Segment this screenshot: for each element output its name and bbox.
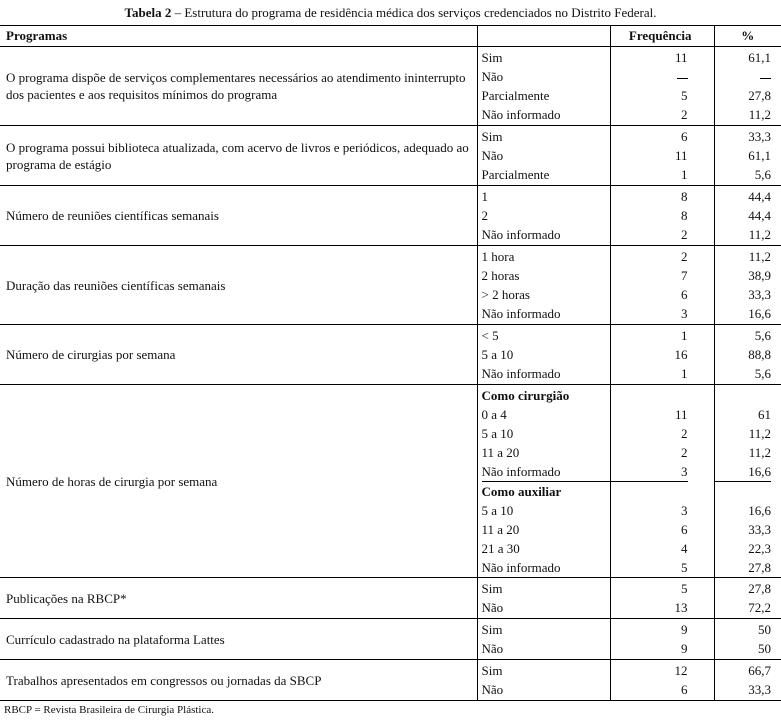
table-caption [0,2,781,24]
percent-value: 11,2 [748,227,771,242]
percent-value: 11,2 [748,445,771,460]
question-cell: Currículo cadastrado na plataforma Lattes [0,619,477,660]
option-label-cell [477,578,610,619]
table-caption-label: Tabela 2 [124,5,172,20]
table-header-row [0,26,781,47]
percent-value: 44,4 [748,189,771,204]
question-cell: Número de cirurgias por semana [0,325,477,385]
frequency-value [611,386,688,405]
percent-value-cell [714,578,781,619]
option-label: 2 horas [481,268,520,283]
option-label: 21 a 30 [481,541,520,556]
question-cell: Publicações na RBCP* [0,578,477,619]
percent-value-cell [714,246,781,325]
frequency-value: 12 [674,663,688,678]
frequency-value-cell [610,578,714,619]
header-frequencia: Frequência [610,26,714,47]
percent-value-cell [714,186,781,246]
option-label: 5 a 10 [481,426,514,441]
option-label-cell [477,186,610,246]
percent-value: 61 [758,407,771,422]
percent-value: 11,2 [748,426,771,441]
option-label: 1 hora [481,249,515,264]
frequency-value [611,67,688,86]
option-label: Parcialmente [481,88,550,103]
percent-value: 61,1 [748,50,771,65]
table-row [0,325,781,385]
option-label: Não informado [481,560,561,575]
table-row [0,47,781,126]
frequency-value: 3 [681,464,688,479]
option-label: Como cirurgião [481,388,570,403]
percent-value: 5,6 [754,167,771,182]
percent-value: 11,2 [748,107,771,122]
option-label: Não [481,148,504,163]
percent-value: 61,1 [748,148,771,163]
percent-value: 33,3 [748,129,771,144]
percent-value: 66,7 [748,663,771,678]
percent-value: 38,9 [748,268,771,283]
frequency-value: 7 [681,268,688,283]
frequency-value: 6 [681,682,688,697]
percent-value-cell [714,47,781,126]
frequency-value: 6 [681,129,688,144]
frequency-value: 2 [681,107,688,122]
option-label: < 5 [481,328,499,343]
option-label: Não informado [481,107,561,122]
table-body [0,47,781,701]
percent-value: 5,6 [754,328,771,343]
option-label: 1 [481,189,488,204]
percent-value-cell [714,619,781,660]
percent-value-cell [714,126,781,186]
option-label: Sim [481,663,503,678]
frequency-value: 8 [681,189,688,204]
percent-value: 27,8 [748,560,771,575]
question-cell: Número de reuniões científicas semanais [0,186,477,246]
question-cell: O programa dispõe de serviços complementares necessários ao atendimento ininterrupto dos pacientes e aos requisitos mínimos do programa [0,47,477,126]
option-label: Não [481,69,504,84]
table-row [0,246,781,325]
option-label: 5 a 10 [481,503,514,518]
table-caption-text: – Estrutura do programa de residência médica dos serviços credenciados no Distrito Federal. [171,5,657,20]
percent-value-cell [714,385,781,578]
percent-value: 11,2 [748,249,771,264]
frequency-value [611,481,688,501]
header-percent: % [714,26,781,47]
option-label: 2 [481,208,488,223]
percent-value: 88,8 [748,347,771,362]
dash-mark [677,67,688,79]
frequency-value: 4 [681,541,688,556]
question-cell: Trabalhos apresentados em congressos ou jornadas da SBCP [0,660,477,701]
frequency-value-cell [610,186,714,246]
frequency-value: 2 [681,445,688,460]
question-cell: O programa possui biblioteca atualizada, com acervo de livros e periódicos, adequado ao programa de estágio [0,126,477,186]
frequency-value-cell [610,325,714,385]
frequency-value-cell [610,246,714,325]
option-label: 11 a 20 [481,445,520,460]
percent-value: 50 [758,622,771,637]
percent-value: 16,6 [748,306,771,321]
frequency-value: 1 [681,328,688,343]
dash-mark [760,67,771,79]
frequency-value: 13 [674,600,688,615]
residency-program-table [0,25,781,701]
percent-value: 33,3 [748,522,771,537]
frequency-value: 5 [681,560,688,575]
option-label: Não informado [481,227,561,242]
percent-value: 50 [758,641,771,656]
option-label: Não [481,600,504,615]
percent-value: 16,6 [748,503,771,518]
percent-value: 16,6 [748,464,771,479]
percent-value: 22,3 [748,541,771,556]
table-row [0,578,781,619]
table-row [0,186,781,246]
header-options [477,26,610,47]
table-footnote: RBCP = Revista Brasileira de Cirurgia Plástica. [4,704,214,716]
header-programas: Programas [0,26,477,47]
percent-value [715,386,772,405]
option-label: 5 a 10 [481,347,514,362]
option-label-cell [477,325,610,385]
frequency-value: 16 [674,347,688,362]
option-label: Não informado [481,464,561,479]
frequency-value-cell [610,619,714,660]
frequency-value: 8 [681,208,688,223]
option-label: Como auxiliar [482,481,610,501]
percent-value-cell [714,325,781,385]
option-label: > 2 horas [481,287,530,302]
percent-value: 33,3 [748,287,771,302]
frequency-value: 5 [681,88,688,103]
frequency-value: 9 [681,622,688,637]
option-label: 0 a 4 [481,407,507,422]
option-label: Não [481,641,504,656]
percent-value: 33,3 [748,682,771,697]
percent-value: 27,8 [748,88,771,103]
frequency-value: 3 [681,503,688,518]
frequency-value: 2 [681,227,688,242]
frequency-value-cell [610,47,714,126]
option-label-cell [477,660,610,701]
percent-value: 44,4 [748,208,771,223]
frequency-value: 5 [681,581,688,596]
frequency-value: 2 [681,426,688,441]
option-label-cell [477,619,610,660]
option-label: 11 a 20 [481,522,520,537]
table-row [0,385,781,578]
percent-value [715,67,772,86]
option-label: Sim [481,622,503,637]
option-label: Parcialmente [481,167,550,182]
option-label-cell [477,246,610,325]
option-label-cell [477,126,610,186]
option-label-cell [477,47,610,126]
frequency-value-cell [610,385,714,578]
table-row [0,660,781,701]
table-row [0,126,781,186]
frequency-value: 1 [681,366,688,381]
frequency-value: 11 [674,148,688,163]
option-label: Não informado [481,366,561,381]
option-label: Não informado [481,306,561,321]
option-label-cell [477,385,610,578]
percent-value: 27,8 [748,581,771,596]
option-label: Sim [481,129,503,144]
question-cell: Número de horas de cirurgia por semana [0,385,477,578]
frequency-value: 1 [681,167,688,182]
question-cell: Duração das reuniões científicas semanais [0,246,477,325]
percent-value: 72,2 [748,600,771,615]
frequency-value-cell [610,126,714,186]
percent-value: 5,6 [754,366,771,381]
frequency-value: 11 [674,50,688,65]
frequency-value: 3 [681,306,688,321]
frequency-value: 9 [681,641,688,656]
frequency-value-cell [610,660,714,701]
option-label: Não [481,682,504,697]
table-row [0,619,781,660]
percent-value [715,481,772,501]
percent-value-cell [714,660,781,701]
option-label: Sim [481,50,503,65]
frequency-value: 2 [681,249,688,264]
frequency-value: 6 [681,287,688,302]
frequency-value: 6 [681,522,688,537]
frequency-value: 11 [674,407,688,422]
option-label: Sim [481,581,503,596]
